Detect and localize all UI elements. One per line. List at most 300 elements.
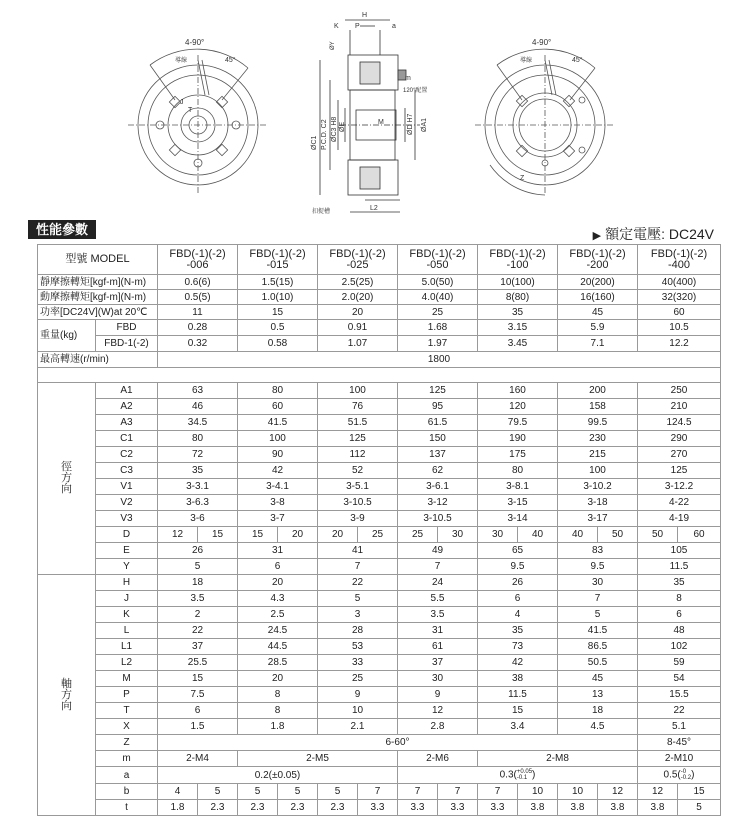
table-cell: 49: [398, 543, 478, 559]
table-cell: 3-18: [558, 495, 638, 511]
dim-l2: L2: [370, 205, 378, 212]
table-cell: 3-10.2: [558, 479, 638, 495]
table-cell: 42: [238, 463, 318, 479]
table-cell: 5.0(50): [398, 275, 478, 290]
table-cell: 10(100): [478, 275, 558, 290]
table-cell: 7: [318, 559, 398, 575]
table-cell: 3-5.1: [318, 479, 398, 495]
table-cell: 7: [398, 559, 478, 575]
table-cell: 137: [398, 447, 478, 463]
table-cell: 12: [638, 784, 678, 800]
max-speed-value: 1800: [158, 352, 721, 368]
table-cell: 2.3: [278, 800, 318, 816]
angle-label-right: 4-90°: [532, 38, 552, 47]
perf-row: [38, 290, 721, 305]
table-cell: 3.8: [558, 800, 598, 816]
model-header: [558, 245, 638, 275]
table-cell: 6: [238, 559, 318, 575]
table-cell: 3-8: [238, 495, 318, 511]
table-cell: 95: [398, 399, 478, 415]
table-cell: 15: [678, 784, 721, 800]
table-cell: 90: [238, 447, 318, 463]
dim-p: P: [355, 23, 360, 30]
table-cell: 2.3: [318, 800, 358, 816]
row-label: Y: [96, 559, 158, 575]
table-cell: 215: [558, 447, 638, 463]
tolerance-stack: [517, 769, 532, 781]
table-cell: 73: [478, 639, 558, 655]
table-cell: 102: [638, 639, 721, 655]
table-cell: 4.3: [238, 591, 318, 607]
spacer-cell: [38, 368, 721, 383]
row-label: V3: [96, 511, 158, 527]
table-cell: 41: [318, 543, 398, 559]
tolerance-upper: +0.05: [516, 769, 533, 775]
table-cell: 7.1: [558, 336, 638, 352]
axial-b-row: [38, 784, 721, 800]
axial-a-row: [38, 767, 721, 784]
dim-c2: P.C.D. C2: [321, 119, 328, 150]
table-cell: 42: [478, 655, 558, 671]
table-cell: 3: [318, 607, 398, 623]
table-cell: 50: [598, 527, 638, 543]
rated-voltage: [593, 224, 714, 244]
table-cell: 99.5: [558, 415, 638, 431]
tolerance-lower: -0.2: [680, 775, 692, 781]
table-cell: 40: [558, 527, 598, 543]
table-cell: 20: [238, 575, 318, 591]
weight-label: 重量(kg): [38, 320, 96, 352]
dim-y: ØY: [330, 41, 336, 50]
table-cell: 0.32: [158, 336, 238, 352]
table-cell: 124.5: [638, 415, 721, 431]
table-cell: 1.5: [158, 719, 238, 735]
brake-drawing: [0, 0, 750, 222]
table-cell: 2.5: [238, 607, 318, 623]
group-char: 方: [61, 472, 72, 484]
table-cell: 31: [238, 543, 318, 559]
table-cell: 33: [318, 655, 398, 671]
table-cell: 30: [398, 671, 478, 687]
table-cell: 80: [158, 431, 238, 447]
table-cell: 61: [398, 639, 478, 655]
table-cell: 20: [278, 527, 318, 543]
perf-row: [38, 305, 721, 320]
table-cell: 25: [358, 527, 398, 543]
angle-small-left: 45°: [225, 57, 236, 64]
model-header-line: FBD(-1)(-2): [169, 247, 226, 260]
table-cell: 18: [158, 575, 238, 591]
table-cell: 54: [638, 671, 721, 687]
table-cell: 24: [398, 575, 478, 591]
group-char: 向: [61, 483, 72, 495]
radial-e-row: [38, 543, 721, 559]
table-cell: 7: [558, 591, 638, 607]
table-cell: 290: [638, 431, 721, 447]
table-cell: 28.5: [238, 655, 318, 671]
model-header-line: FBD(-1)(-2): [489, 247, 546, 260]
tolerance-base: 0.3(: [499, 769, 517, 781]
row-label: C1: [96, 431, 158, 447]
dim-k: K: [334, 23, 339, 30]
model-header: [238, 245, 318, 275]
table-cell: 20(200): [558, 275, 638, 290]
table-cell: 2-M8: [478, 751, 638, 767]
radial-row: [38, 479, 721, 495]
table-cell: 60: [638, 305, 721, 320]
row-label: V1: [96, 479, 158, 495]
table-cell: 1.5(15): [238, 275, 318, 290]
table-cell: 4.5: [558, 719, 638, 735]
table-cell: 6: [158, 703, 238, 719]
perf-row: [38, 275, 721, 290]
table-cell: 3-9: [318, 511, 398, 527]
table-cell: 9: [398, 687, 478, 703]
table-cell: 11: [158, 305, 238, 320]
table-cell: 100: [318, 383, 398, 399]
table-cell: 10: [558, 784, 598, 800]
angle-label-left: 4-90°: [185, 38, 205, 47]
dim-c1: ØC1: [311, 135, 318, 150]
row-label: X: [96, 719, 158, 735]
tolerance-base: 0.5(: [663, 769, 681, 781]
dim-a1: ØA1: [421, 117, 428, 132]
table-cell: 5: [158, 559, 238, 575]
table-cell: 35: [638, 575, 721, 591]
table-cell: 26: [478, 575, 558, 591]
front-view-left: [128, 49, 268, 195]
table-cell: 41.5: [238, 415, 318, 431]
table-cell: 22: [638, 703, 721, 719]
axial-row: [38, 655, 721, 671]
table-cell: 12: [398, 703, 478, 719]
radial-row: [38, 415, 721, 431]
model-header-line: FBD(-1)(-2): [409, 247, 466, 260]
dim-a: a: [392, 23, 396, 30]
table-cell: 3-6.3: [158, 495, 238, 511]
table-cell: 158: [558, 399, 638, 415]
row-label: Z: [96, 735, 158, 751]
table-cell: 2.5(25): [318, 275, 398, 290]
table-cell: 3-10.5: [398, 511, 478, 527]
table-cell: 3-17: [558, 511, 638, 527]
model-header: [478, 245, 558, 275]
table-cell: 31: [398, 623, 478, 639]
table-cell: 61.5: [398, 415, 478, 431]
table-cell: 37: [398, 655, 478, 671]
table-cell: 25.5: [158, 655, 238, 671]
table-cell: 22: [158, 623, 238, 639]
table-cell: 0.6(6): [158, 275, 238, 290]
table-cell: 5: [318, 784, 358, 800]
table-cell: 3.8: [598, 800, 638, 816]
model-header-line: -400: [667, 258, 691, 271]
axial-group-label: [38, 575, 96, 816]
table-cell: 3-12.2: [638, 479, 721, 495]
arrow-icon: ▶: [592, 230, 602, 242]
axial-row: [38, 639, 721, 655]
table-cell: 125: [318, 431, 398, 447]
table-cell: 83: [558, 543, 638, 559]
tolerance-lower: -0.1: [516, 775, 528, 781]
table-cell: 8: [238, 703, 318, 719]
table-cell: 59: [638, 655, 721, 671]
table-cell: 65: [478, 543, 558, 559]
table-cell: 15.5: [638, 687, 721, 703]
group-char: 徑: [61, 461, 72, 473]
table-cell: 125: [638, 463, 721, 479]
table-cell: 34.5: [158, 415, 238, 431]
table-cell: 11.5: [478, 687, 558, 703]
table-cell: 1.8: [238, 719, 318, 735]
axial-t-row: [38, 800, 721, 816]
table-cell: 63: [158, 383, 238, 399]
table-cell: 175: [478, 447, 558, 463]
spec-table: [37, 244, 721, 816]
table-cell: 8(80): [478, 290, 558, 305]
radial-row: [38, 511, 721, 527]
radial-row: [38, 447, 721, 463]
table-cell: 2-M4: [158, 751, 238, 767]
table-cell: 7: [438, 784, 478, 800]
model-header: [158, 245, 238, 275]
table-cell: 210: [638, 399, 721, 415]
table-cell: 2.0(20): [318, 290, 398, 305]
table-cell: 5.1: [638, 719, 721, 735]
model-header-line: -100: [506, 258, 529, 271]
row-label: D: [96, 527, 158, 543]
model-header-line: FBD(-1)(-2): [569, 247, 626, 260]
axial-row: [38, 687, 721, 703]
axial-z-row: [38, 735, 721, 751]
table-cell: 9.5: [478, 559, 558, 575]
table-cell: 11.5: [638, 559, 721, 575]
table-cell: 20: [238, 671, 318, 687]
table-cell: 20: [318, 527, 358, 543]
row-label: C3: [96, 463, 158, 479]
table-cell: 50.5: [558, 655, 638, 671]
table-cell: 25: [398, 527, 438, 543]
table-cell: 5: [238, 784, 278, 800]
table-cell: 3-10.5: [318, 495, 398, 511]
table-cell: 3.8: [638, 800, 678, 816]
table-cell: 1.0(10): [238, 290, 318, 305]
model-header-line: -200: [586, 258, 609, 271]
table-cell: 2-M5: [238, 751, 398, 767]
table-cell: 150: [398, 431, 478, 447]
lead-label-bottom: 扣捉槽: [312, 209, 331, 215]
table-cell: 120: [478, 399, 558, 415]
table-cell: 50: [638, 527, 678, 543]
dim-j-left: J: [180, 99, 184, 106]
row-label: V2: [96, 495, 158, 511]
table-cell: 15: [158, 671, 238, 687]
table-cell: 51.5: [318, 415, 398, 431]
table-cell: 40: [518, 527, 558, 543]
front-view-right: [475, 49, 615, 195]
table-cell: 7: [358, 784, 398, 800]
voltage-label: 額定電壓: DC24V: [605, 226, 714, 242]
model-header-line: -006: [186, 258, 209, 271]
table-cell: 2.1: [318, 719, 398, 735]
table-cell: 45: [558, 671, 638, 687]
table-cell: 0.5: [238, 320, 318, 336]
axial-row: [38, 671, 721, 687]
table-cell: 28: [318, 623, 398, 639]
radial-y-row: [38, 559, 721, 575]
table-cell: 80: [238, 383, 318, 399]
table-cell: 10: [518, 784, 558, 800]
row-label: K: [96, 607, 158, 623]
table-cell: [638, 767, 721, 784]
dim-m-thread: m: [405, 75, 411, 82]
table-cell: 0.5(5): [158, 290, 238, 305]
model-header-line: FBD(-1)(-2): [249, 247, 306, 260]
dim-c3: ØC3 H8: [331, 116, 338, 142]
table-cell: 3-14: [478, 511, 558, 527]
model-header-line: -050: [426, 258, 449, 271]
radial-row: [38, 495, 721, 511]
row-label: L: [96, 623, 158, 639]
table-cell: 60: [238, 399, 318, 415]
table-cell: 25: [318, 671, 398, 687]
table-cell: 8: [238, 687, 318, 703]
row-label: 功率[DC24V](W)at 20℃: [38, 305, 158, 320]
table-cell: 3.5: [158, 591, 238, 607]
row-label: L1: [96, 639, 158, 655]
tolerance-stack: [681, 769, 691, 781]
row-label: J: [96, 591, 158, 607]
table-cell: 3-6: [158, 511, 238, 527]
table-cell: 3-6.1: [398, 479, 478, 495]
row-label: P: [96, 687, 158, 703]
row-label: C2: [96, 447, 158, 463]
table-cell: 3.45: [478, 336, 558, 352]
table-cell: 3-15: [478, 495, 558, 511]
dim-d: ØD H7: [407, 113, 414, 135]
table-cell: 3-3.1: [158, 479, 238, 495]
table-cell: 15: [238, 527, 278, 543]
table-cell: 3.3: [358, 800, 398, 816]
table-cell: 3.8: [518, 800, 558, 816]
row-label: A2: [96, 399, 158, 415]
axial-m-row: [38, 751, 721, 767]
radial-row: [38, 463, 721, 479]
table-cell: 0.58: [238, 336, 318, 352]
table-cell: 2.8: [398, 719, 478, 735]
table-cell: 9.5: [558, 559, 638, 575]
dim-e: ØE: [339, 121, 346, 132]
table-cell: 15: [238, 305, 318, 320]
dim-z: Z: [520, 175, 525, 182]
table-cell: 0.28: [158, 320, 238, 336]
table-cell: 1.8: [158, 800, 198, 816]
table-cell: 46: [158, 399, 238, 415]
table-cell: 190: [478, 431, 558, 447]
table-cell: 0.2(±0.05): [158, 767, 398, 784]
table-cell: 3.5: [398, 607, 478, 623]
table-cell: 40(400): [638, 275, 721, 290]
radial-row: [38, 399, 721, 415]
dim-m: M: [378, 119, 384, 126]
technical-drawings: [0, 0, 750, 222]
table-cell: 125: [398, 383, 478, 399]
dim-h: H: [362, 12, 368, 19]
table-cell: 9: [318, 687, 398, 703]
table-cell: 16(160): [558, 290, 638, 305]
table-cell: 12: [598, 784, 638, 800]
table-cell: 160: [478, 383, 558, 399]
table-cell: 6-60°: [158, 735, 638, 751]
tolerance-close: ): [532, 769, 536, 781]
model-label: 型號 MODEL: [38, 245, 158, 275]
table-cell: 72: [158, 447, 238, 463]
lead-label-left: 導線: [175, 58, 188, 64]
table-cell: 3-12: [398, 495, 478, 511]
table-cell: 3-7: [238, 511, 318, 527]
table-cell: 48: [638, 623, 721, 639]
section-title-badge: 性能參數: [28, 220, 96, 239]
table-cell: 2-M10: [638, 751, 721, 767]
row-label: 最高轉速(r/min): [38, 352, 158, 368]
lead-label-right: 導線: [520, 58, 533, 64]
table-cell: 26: [158, 543, 238, 559]
table-cell: 10: [318, 703, 398, 719]
table-cell: 2.3: [198, 800, 238, 816]
radial-d-row: [38, 527, 721, 543]
table-cell: 6: [478, 591, 558, 607]
table-cell: 1.07: [318, 336, 398, 352]
row-label: a: [96, 767, 158, 784]
table-cell: 100: [558, 463, 638, 479]
table-cell: 79.5: [478, 415, 558, 431]
table-cell: 230: [558, 431, 638, 447]
model-header-line: FBD(-1)(-2): [650, 247, 708, 260]
model-header: [318, 245, 398, 275]
table-cell: 3.3: [438, 800, 478, 816]
axial-row: [38, 607, 721, 623]
table-cell: 35: [478, 305, 558, 320]
table-cell: 45: [558, 305, 638, 320]
table-cell: 35: [158, 463, 238, 479]
table-cell: 4-22: [638, 495, 721, 511]
model-header-line: FBD(-1)(-2): [329, 247, 386, 260]
table-cell: 44.5: [238, 639, 318, 655]
table-cell: 8: [638, 591, 721, 607]
table-cell: 8-45°: [638, 735, 721, 751]
radial-row: [38, 431, 721, 447]
row-label: m: [96, 751, 158, 767]
table-cell: 13: [558, 687, 638, 703]
table-cell: 5: [278, 784, 318, 800]
table-cell: 3.3: [478, 800, 518, 816]
table-cell: 10.5: [638, 320, 721, 336]
table-cell: 0.91: [318, 320, 398, 336]
table-cell: 20: [318, 305, 398, 320]
table-cell: 76: [318, 399, 398, 415]
max-speed-row: [38, 352, 721, 368]
tolerance-close: ): [691, 769, 695, 781]
table-cell: 86.5: [558, 639, 638, 655]
table-cell: 3.3: [398, 800, 438, 816]
table-cell: 7: [478, 784, 518, 800]
dim-t-left: T: [188, 107, 193, 114]
table-cell: 35: [478, 623, 558, 639]
table-cell: 5: [198, 784, 238, 800]
model-header: [398, 245, 478, 275]
table-cell: 37: [158, 639, 238, 655]
radial-row: [38, 383, 721, 399]
